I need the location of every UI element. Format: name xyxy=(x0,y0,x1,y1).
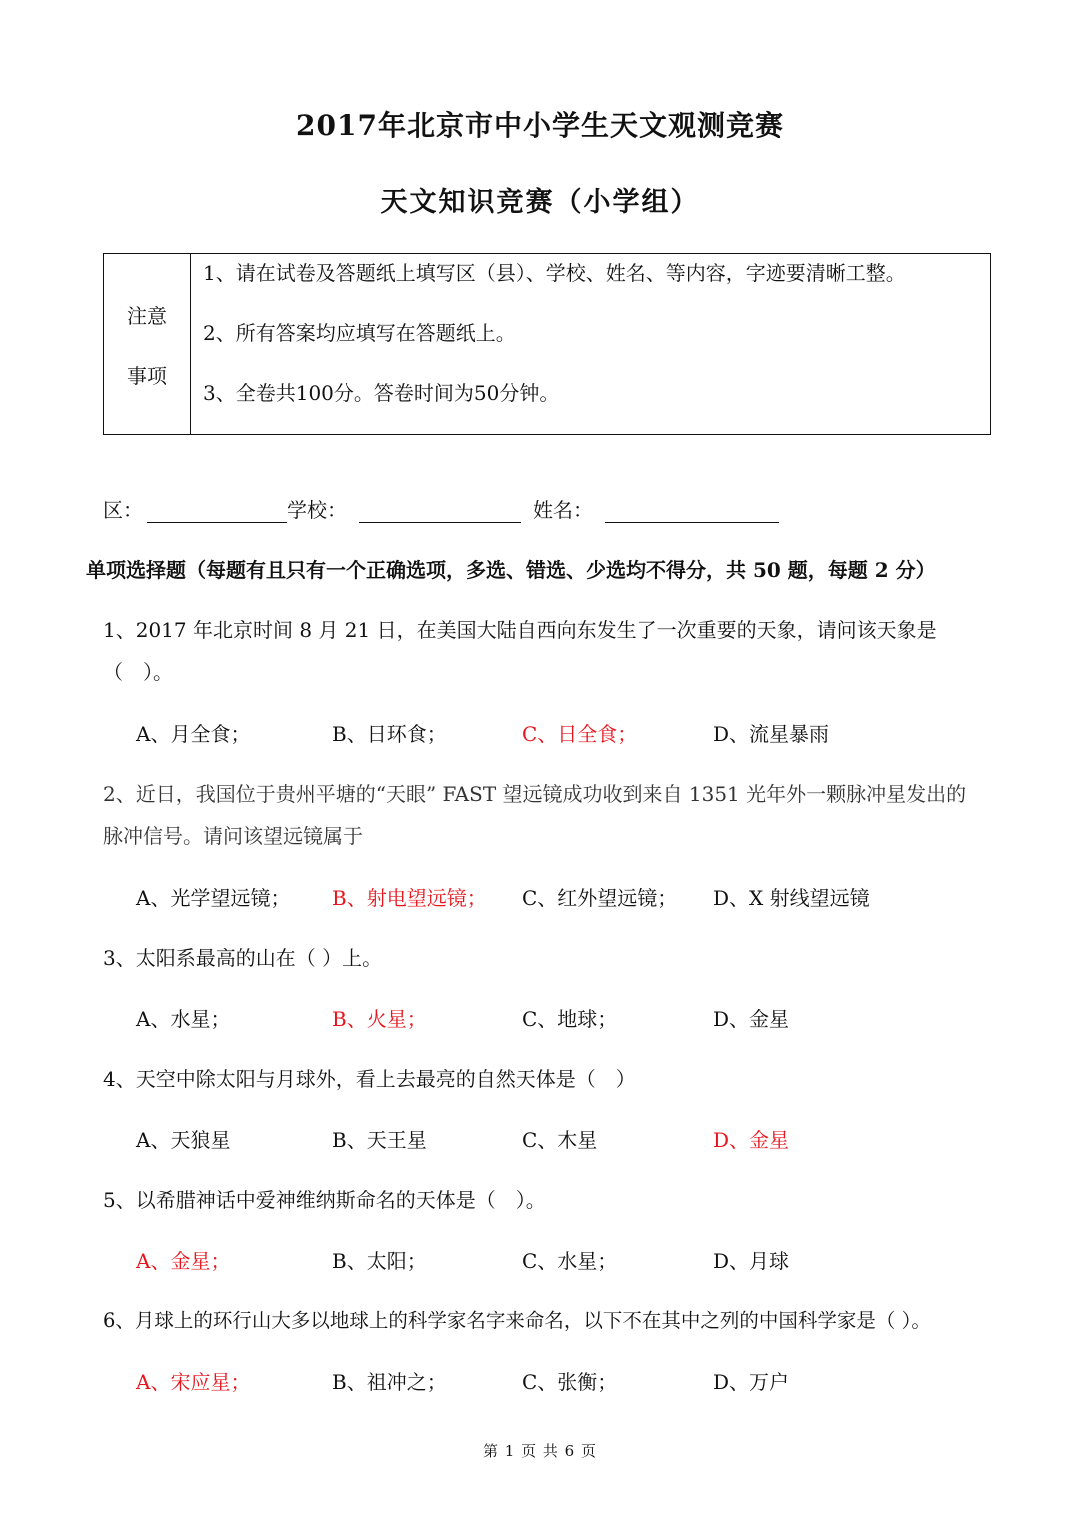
section-heading: 单项选择题（每题有且只有一个正确选项，多选、错选、少选均不得分，共 50 题，每题 2 分） xyxy=(86,558,936,582)
option-2d[interactable]: D、X 射线望远镜 xyxy=(713,886,870,910)
option-4d[interactable]: D、金星 xyxy=(713,1128,790,1152)
option-5a[interactable]: A、金星； xyxy=(136,1249,231,1273)
notice-items xyxy=(191,254,906,434)
option-4c[interactable]: C、木星 xyxy=(522,1128,598,1152)
option-3a[interactable]: A、水星； xyxy=(136,1007,231,1031)
option-3c[interactable]: C、地球； xyxy=(522,1007,618,1031)
option-5d[interactable]: D、月球 xyxy=(713,1249,790,1273)
question-4: 4、天空中除太阳与月球外，看上去最亮的自然天体是（ ） xyxy=(103,1067,636,1091)
page-title: 2017年北京市中小学生天文观测竞赛 xyxy=(296,109,784,142)
question-2: 2、近日，我国位于贵州平塘的“天眼” FAST 望远镜成功收到来自 1351 光年外一颗脉冲星发出的脉冲信号。请问该望远镜属于 xyxy=(103,782,967,848)
notice-box xyxy=(103,253,991,435)
page-subtitle: 天文知识竞赛（小学组） xyxy=(380,187,700,218)
district-blank[interactable] xyxy=(147,498,287,523)
option-1c[interactable]: C、日全食； xyxy=(522,722,638,746)
option-5b[interactable]: B、太阳； xyxy=(332,1249,427,1273)
district-label: 区： xyxy=(103,498,143,522)
notice-item: 1、请在试卷及答题纸上填写区（县）、学校、姓名、等内容，字迹要清晰工整。 xyxy=(203,261,906,285)
option-2a[interactable]: A、光学望远镜； xyxy=(136,886,291,910)
info-fields xyxy=(103,494,779,523)
page-number: 第 1 页 共 6 页 xyxy=(483,1442,597,1460)
question-1: 1、2017 年北京时间 8 月 21 日，在美国大陆自西向东发生了一次重要的天象，请问该天象是（ ）。 xyxy=(103,618,937,684)
school-label: 学校： xyxy=(287,498,347,522)
option-6a[interactable]: A、宋应星； xyxy=(136,1370,251,1394)
notice-item: 2、所有答案均应填写在答题纸上。 xyxy=(203,321,516,345)
option-1b[interactable]: B、日环食； xyxy=(332,722,447,746)
notice-label xyxy=(104,254,191,434)
school-blank[interactable] xyxy=(359,498,521,523)
question-3: 3、太阳系最高的山在（ ）上。 xyxy=(103,946,383,970)
option-2b[interactable]: B、射电望远镜； xyxy=(332,886,487,910)
option-5c[interactable]: C、水星； xyxy=(522,1249,618,1273)
option-6d[interactable]: D、万户 xyxy=(713,1370,790,1394)
option-3d[interactable]: D、金星 xyxy=(713,1007,790,1031)
option-6b[interactable]: B、祖冲之； xyxy=(332,1370,447,1394)
option-2c[interactable]: C、红外望远镜； xyxy=(522,886,678,910)
option-1d[interactable]: D、流星暴雨 xyxy=(713,722,830,746)
option-6c[interactable]: C、张衡； xyxy=(522,1370,618,1394)
option-4a[interactable]: A、天狼星 xyxy=(136,1128,231,1152)
notice-label-line2: 事项 xyxy=(127,364,167,388)
option-4b[interactable]: B、天王星 xyxy=(332,1128,427,1152)
name-blank[interactable] xyxy=(605,498,779,523)
name-label: 姓名： xyxy=(533,498,593,522)
notice-label-line1: 注意 xyxy=(127,304,167,328)
question-5: 5、以希腊神话中爱神维纳斯命名的天体是（ ）。 xyxy=(103,1188,546,1212)
option-1a[interactable]: A、月全食； xyxy=(136,722,251,746)
notice-item: 3、全卷共100分。答卷时间为50分钟。 xyxy=(203,381,560,405)
question-6: 6、月球上的环行山大多以地球上的科学家名字来命名，以下不在其中之列的中国科学家是（ ）。 xyxy=(103,1309,931,1332)
option-3b[interactable]: B、火星； xyxy=(332,1007,427,1031)
